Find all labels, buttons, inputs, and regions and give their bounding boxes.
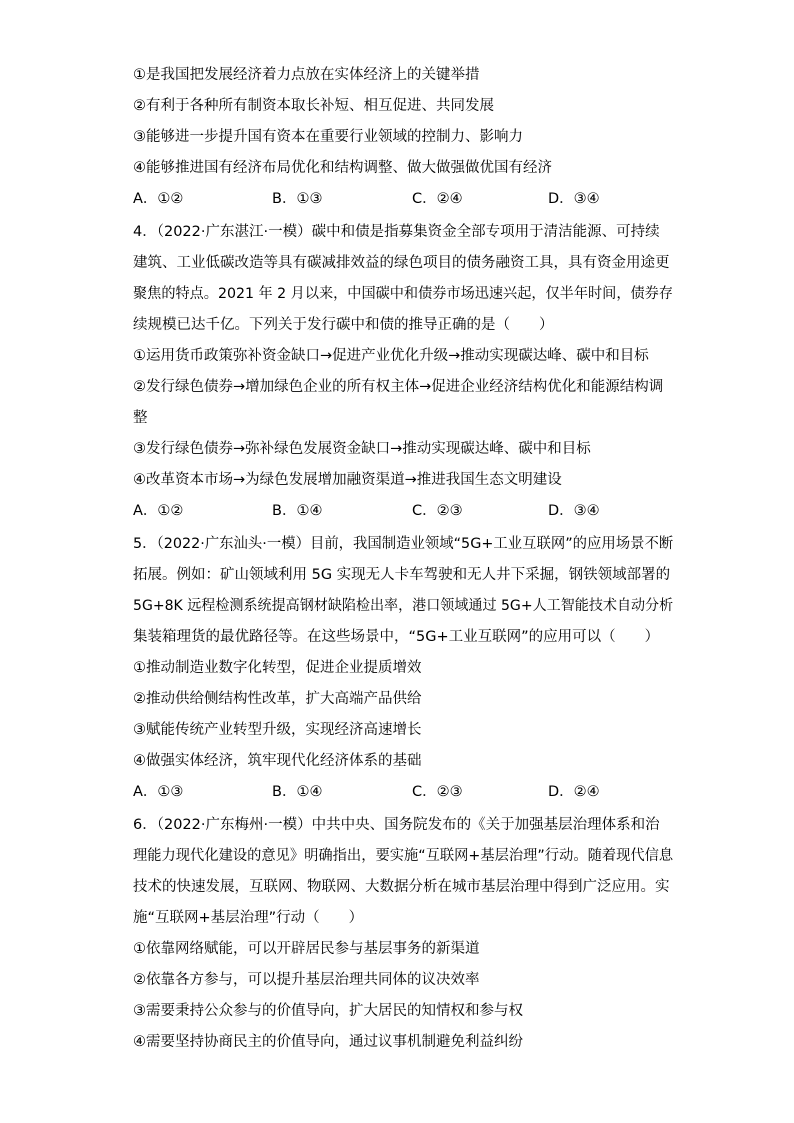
- q5-statement-1: ①推动制造业数字化转型，促进企业提质增效: [133, 660, 422, 676]
- q6-stem-line-1: 6．（2022·广东梅州·一模）中共中央、国务院发布的《关于加强基层治理体系和治: [133, 817, 660, 833]
- q4-option-d[interactable]: D．③④: [548, 503, 600, 519]
- q5-option-b[interactable]: B．①④: [272, 784, 323, 800]
- q4-statement-2: ②发行绿色债券→增加绿色企业的所有权主体→促进企业经济结构优化和能源结构调: [133, 379, 664, 395]
- q6-stem-line-2: 理能力现代化建设的意见》明确指出，要实施“互联网+基层治理”行动。随着现代信息: [133, 848, 674, 864]
- q3-option-d[interactable]: D．③④: [548, 191, 600, 207]
- q3-option-c[interactable]: C．②④: [412, 191, 463, 207]
- q4-option-b[interactable]: B．①④: [272, 503, 323, 519]
- q3-statement-2: ②有利于各种所有制资本取长补短、相互促进、共同发展: [133, 98, 494, 114]
- q4-statement-4: ④改革资本市场→为绿色发展增加融资渠道→推进我国生态文明建设: [133, 472, 562, 488]
- q5-stem-line-1: 5．（2022·广东汕头·一模）目前，我国制造业领域“5G+工业互联网”的应用场景不断: [133, 536, 674, 552]
- q3-statement-3: ③能够进一步提升国有资本在重要行业领域的控制力、影响力: [133, 129, 523, 145]
- q4-option-c[interactable]: C．②③: [412, 503, 463, 519]
- q4-options: [133, 501, 673, 521]
- q5-statement-4: ④做强实体经济，筑牢现代化经济体系的基础: [133, 753, 422, 769]
- q6-statement-2: ②依靠各方参与，可以提升基层治理共同体的议决效率: [133, 972, 480, 988]
- q4-stem-line-1: 4．（2022·广东湛江·一模）碳中和债是指募集资金全部专项用于清洁能源、可持续: [133, 224, 660, 240]
- q5-statement-2: ②推动供给侧结构性改革，扩大高端产品供给: [133, 691, 422, 707]
- q6-statement-1: ①依靠网络赋能，可以开辟居民参与基层事务的新渠道: [133, 941, 480, 957]
- q5-option-a[interactable]: A．①③: [133, 784, 184, 800]
- q5-stem-line-3: 5G+8K 远程检测系统提高钢材缺陷检出率，港口领域通过 5G+人工智能技术自动分析: [133, 598, 674, 614]
- q6-stem-line-4: 施“互联网+基层治理”行动（ ）: [133, 910, 364, 926]
- q4-statement-1: ①运用货币政策弥补资金缺口→促进产业优化升级→推动实现碳达峰、碳中和目标: [133, 348, 649, 364]
- q4-option-a[interactable]: A．①②: [133, 503, 184, 519]
- q3-option-a[interactable]: A．①②: [133, 191, 184, 207]
- q6-statement-3: ③需要秉持公众参与的价值导向，扩大居民的知情权和参与权: [133, 1003, 523, 1019]
- q3-statement-4: ④能够推进国有经济布局优化和结构调整、做大做强做优国有经济: [133, 160, 552, 176]
- q3-statement-1: ①是我国把发展经济着力点放在实体经济上的关键举措: [133, 67, 480, 83]
- q6-stem-line-3: 技术的快速发展，互联网、物联网、大数据分析在城市基层治理中得到广泛应用。实: [133, 879, 670, 895]
- q3-option-b[interactable]: B．①③: [272, 191, 323, 207]
- q4-stem-line-2: 建筑、工业低碳改造等具有碳减排效益的绿色项目的债务融资工具，具有资金用途更: [133, 255, 670, 271]
- q4-statement-3: ③发行绿色债券→弥补绿色发展资金缺口→推动实现碳达峰、碳中和目标: [133, 441, 591, 457]
- q4-stem-line-4: 续规模已达千亿。下列关于发行碳中和债的推导正确的是（ ）: [133, 317, 554, 333]
- q6-statement-4: ④需要坚持协商民主的价值导向，通过议事机制避免利益纠纷: [133, 1034, 523, 1050]
- q5-option-d[interactable]: D．②④: [548, 784, 600, 800]
- q4-stem-line-3: 聚焦的特点。2021 年 2 月以来，中国碳中和债券市场迅速兴起，仅半年时间，债券存: [133, 286, 673, 302]
- q3-options: [133, 189, 673, 209]
- q5-statement-3: ③赋能传统产业转型升级，实现经济高速增长: [133, 722, 422, 738]
- q5-stem-line-2: 拓展。例如：矿山领域利用 5G 实现无人卡车驾驶和无人井下采掘，钢铁领域部署的: [133, 567, 671, 583]
- q5-options: [133, 782, 673, 802]
- q5-stem-line-4: 集装箱理货的最优路径等。在这些场景中，“5G+工业互联网”的应用可以（ ）: [133, 629, 660, 645]
- q4-statement-2-cont: 整: [133, 410, 148, 426]
- q5-option-c[interactable]: C．②③: [412, 784, 463, 800]
